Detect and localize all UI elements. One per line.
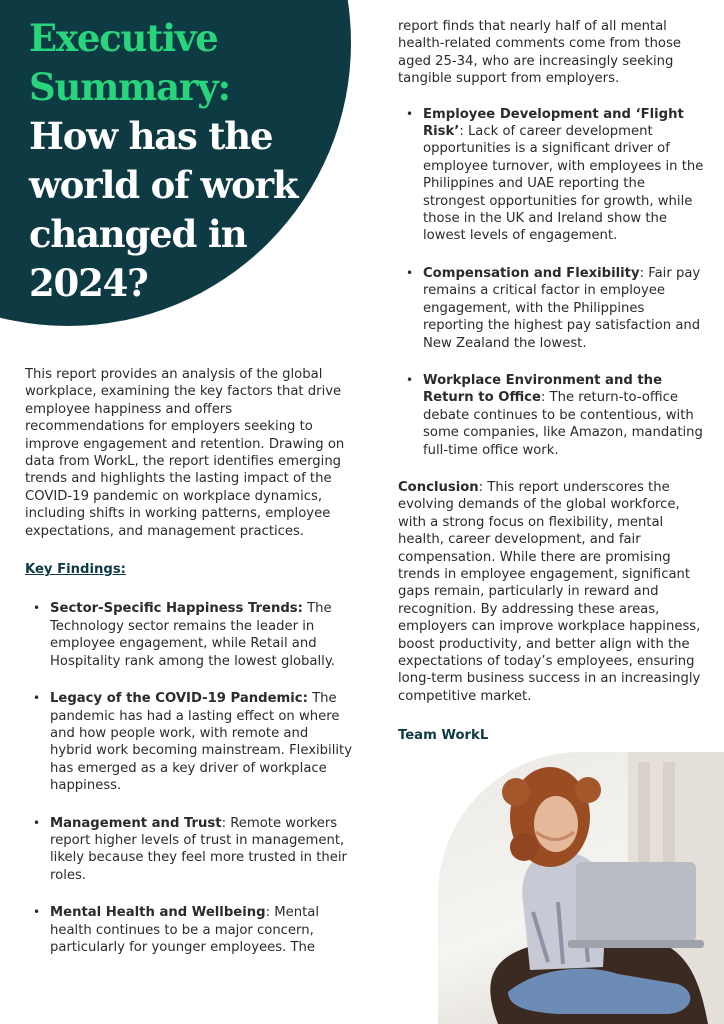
finding-text: : Fair pay remains a critical factor in employee engagement, with the Philippines reporting the highest pay satisfaction and New Zealand the lowest. bbox=[423, 265, 701, 351]
key-findings-list-continued bbox=[398, 106, 708, 459]
list-item bbox=[25, 600, 353, 670]
finding-text: : Remote workers report higher levels of trust in management, likely because they feel more trusted in their roles. bbox=[50, 815, 347, 883]
list-item bbox=[398, 372, 708, 459]
finding-text: The Technology sector remains the leader in employee engagement, while Retail and Hospitality rank among the lowest globally. bbox=[50, 601, 335, 669]
finding-text: The pandemic has had a lasting effect on where and how people work, with remote and hybrid work becoming mainstream. Flexibility has emerged as a key driver of workplace happiness. bbox=[50, 691, 353, 794]
key-findings-heading: Key Findings: bbox=[25, 562, 126, 578]
finding-title: Mental Health and Wellbeing bbox=[50, 905, 266, 921]
list-item bbox=[25, 815, 353, 885]
finding-title: Sector-Specific Happiness Trends: bbox=[50, 601, 303, 617]
list-item bbox=[398, 265, 708, 352]
list-item bbox=[25, 690, 353, 794]
title-line-green: Executive Summary: bbox=[29, 16, 230, 109]
finding-title: Compensation and Flexibility bbox=[423, 265, 640, 281]
continued-paragraph: report finds that nearly half of all mental health-related comments come from those aged 25-34, who are increasingly seeking tangible support from employers. bbox=[398, 19, 681, 87]
photo-illustration bbox=[438, 752, 724, 1024]
signoff: Team WorkL bbox=[398, 728, 489, 744]
left-column bbox=[25, 366, 353, 976]
list-item bbox=[25, 904, 353, 956]
finding-text: : Lack of career development opportunities is a significant driver of employee turnover, with employees in the Philippines and UAE reporting the strongest opportunities for growth, while those in the UK and Ireland show the lowest levels of engagement. bbox=[423, 124, 704, 244]
conclusion-paragraph bbox=[398, 479, 708, 705]
title-line-white: How has the world of work changed in 2024? bbox=[29, 114, 298, 305]
conclusion-text: : This report underscores the evolving demands of the global workforce, with a strong focus on flexibility, mental health, career development, and fair compensation. While there are promising trends in employee engagement, significant gaps remain, particularly in reward and recognition. By addressing these areas, employers can improve workplace happiness, boost productivity, and better align with the expectations of today’s employees, ensuring long-term business success in an increasingly competitive market. bbox=[398, 479, 701, 704]
conclusion-label: Conclusion bbox=[398, 479, 479, 495]
finding-title: Employee Development and ‘Flight Risk’ bbox=[423, 106, 684, 140]
page-title bbox=[29, 14, 329, 308]
finding-title: Workplace Environment and the Return to Office bbox=[423, 372, 663, 406]
list-item bbox=[398, 106, 708, 245]
key-findings-list bbox=[25, 600, 353, 956]
finding-title: Legacy of the COVID-19 Pandemic: bbox=[50, 691, 308, 707]
right-column bbox=[398, 18, 708, 745]
finding-title: Management and Trust bbox=[50, 815, 222, 831]
woman-with-laptop-photo bbox=[438, 752, 724, 1024]
finding-text: : The return-to-office debate continues to be contentious, with some companies, like Amazon, mandating full-time office work. bbox=[423, 390, 703, 458]
intro-paragraph: This report provides an analysis of the global workplace, examining the key factors that drive employee happiness and offers recommendations for employers seeking to improve engagement and retention. Drawing on data from WorkL, the report identifies emerging trends and highlights the lasting impact of the COVID-19 pandemic on workplace dynamics, including shifts in working patterns, employee expectations, and management practices. bbox=[25, 367, 345, 539]
finding-text: : Mental health continues to be a major concern, particularly for younger employees. The bbox=[50, 905, 319, 955]
